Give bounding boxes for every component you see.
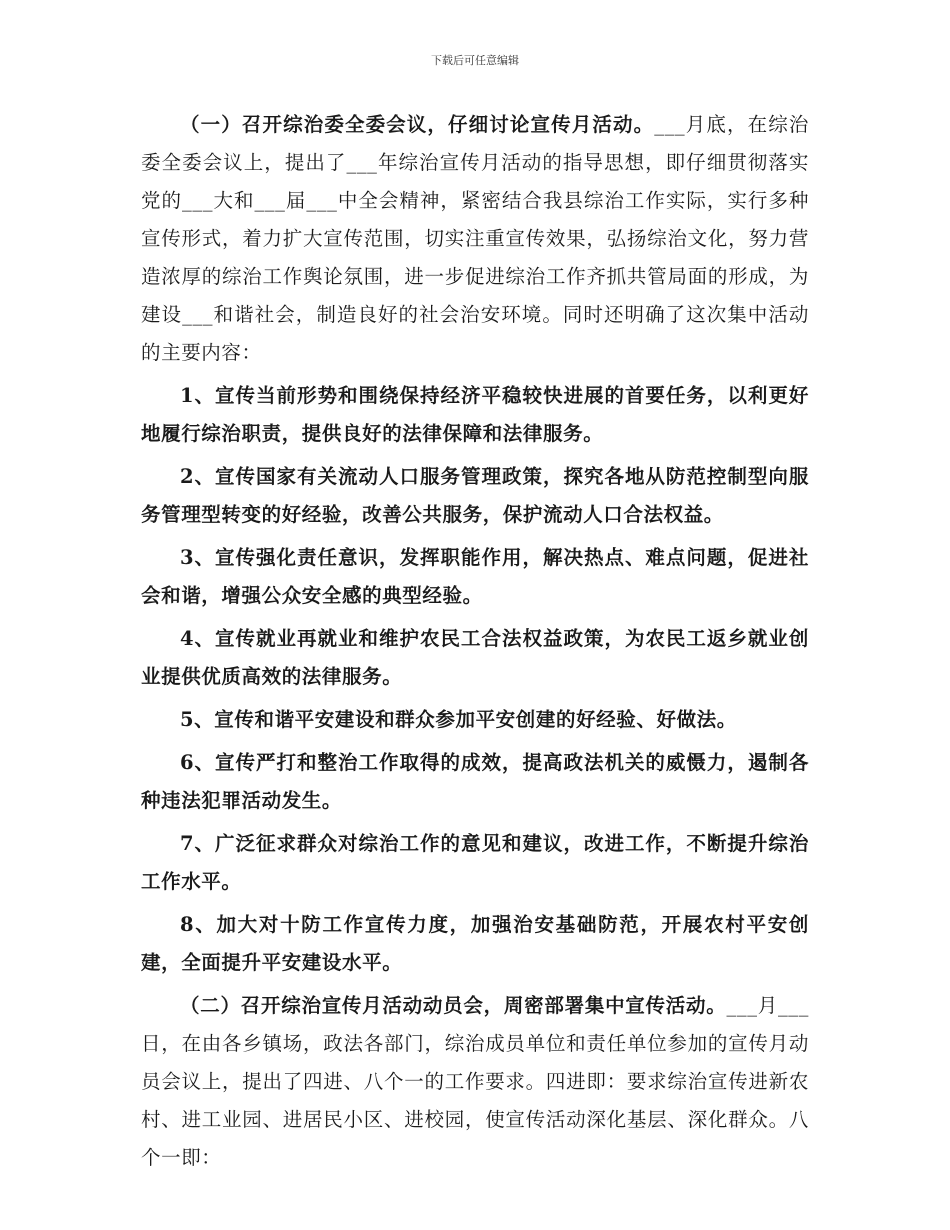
section-1-heading: （一）召开综治委全委会议，仔细讨论宣传月活动。 <box>180 113 655 136</box>
section-2-body: ___月___日，在由各乡镇场，政法各部门，综治成员单位和责任单位参加的宣传月动员会议上，提出了四进、八个一的工作要求。四进即：要求综治宣传进新农村、进工业园、进居民小区、进校园，使宣传活动深化基层、深化群众。八个一即： <box>141 994 809 1169</box>
list-item-4: 4、宣传就业再就业和维护农民工合法权益政策，为农民工返乡就业创业提供优质高效的法律服务。 <box>141 627 809 688</box>
list-item-6: 6、宣传严打和整治工作取得的成效，提高政法机关的威慑力，遏制各种违法犯罪活动发生。 <box>141 751 809 812</box>
section-2-paragraph <box>141 987 809 1177</box>
page-header: 下载后可任意编辑 <box>431 54 519 67</box>
list-item-2: 2、宣传国家有关流动人口服务管理政策，探究各地从防范控制型向服务管理型转变的好经验，改善公共服务，保护流动人口合法权益。 <box>141 465 809 526</box>
list-item-8: 8、加大对十防工作宣传力度，加强治安基础防范，开展农村平安创建，全面提升平安建设水平。 <box>141 913 809 974</box>
section-2-heading: （二）召开综治宣传月活动动员会，周密部署集中宣传活动。 <box>180 994 727 1017</box>
document-body <box>141 106 809 1177</box>
list-item-1: 1、宣传当前形势和围绕保持经济平稳较快进展的首要任务，以利更好地履行综治职责，提供良好的法律保障和法律服务。 <box>141 384 809 445</box>
section-1-body: ___月底，在综治委全委会议上，提出了___年综治宣传月活动的指导思想，即仔细贯彻落实党的___大和___届___中全会精神，紧密结合我县综治工作实际，实行多种宣传形式，着力扩大宣传范围，切实注重宣传效果，弘扬综治文化，努力营造浓厚的综治工作舆论氛围，进一步促进综治工作齐抓共管局面的形成，为建设___和谐社会，制造良好的社会治安环境。同时还明确了这次集中活动的主要内容： <box>141 113 809 364</box>
list-item-7: 7、广泛征求群众对综治工作的意见和建议，改进工作，不断提升综治工作水平。 <box>141 832 809 893</box>
list-item-5: 5、宣传和谐平安建设和群众参加平安创建的好经验、好做法。 <box>180 708 737 731</box>
section-1-paragraph <box>141 106 809 372</box>
list-item-3: 3、宣传强化责任意识，发挥职能作用，解决热点、难点问题，促进社会和谐，增强公众安全感的典型经验。 <box>141 546 809 607</box>
